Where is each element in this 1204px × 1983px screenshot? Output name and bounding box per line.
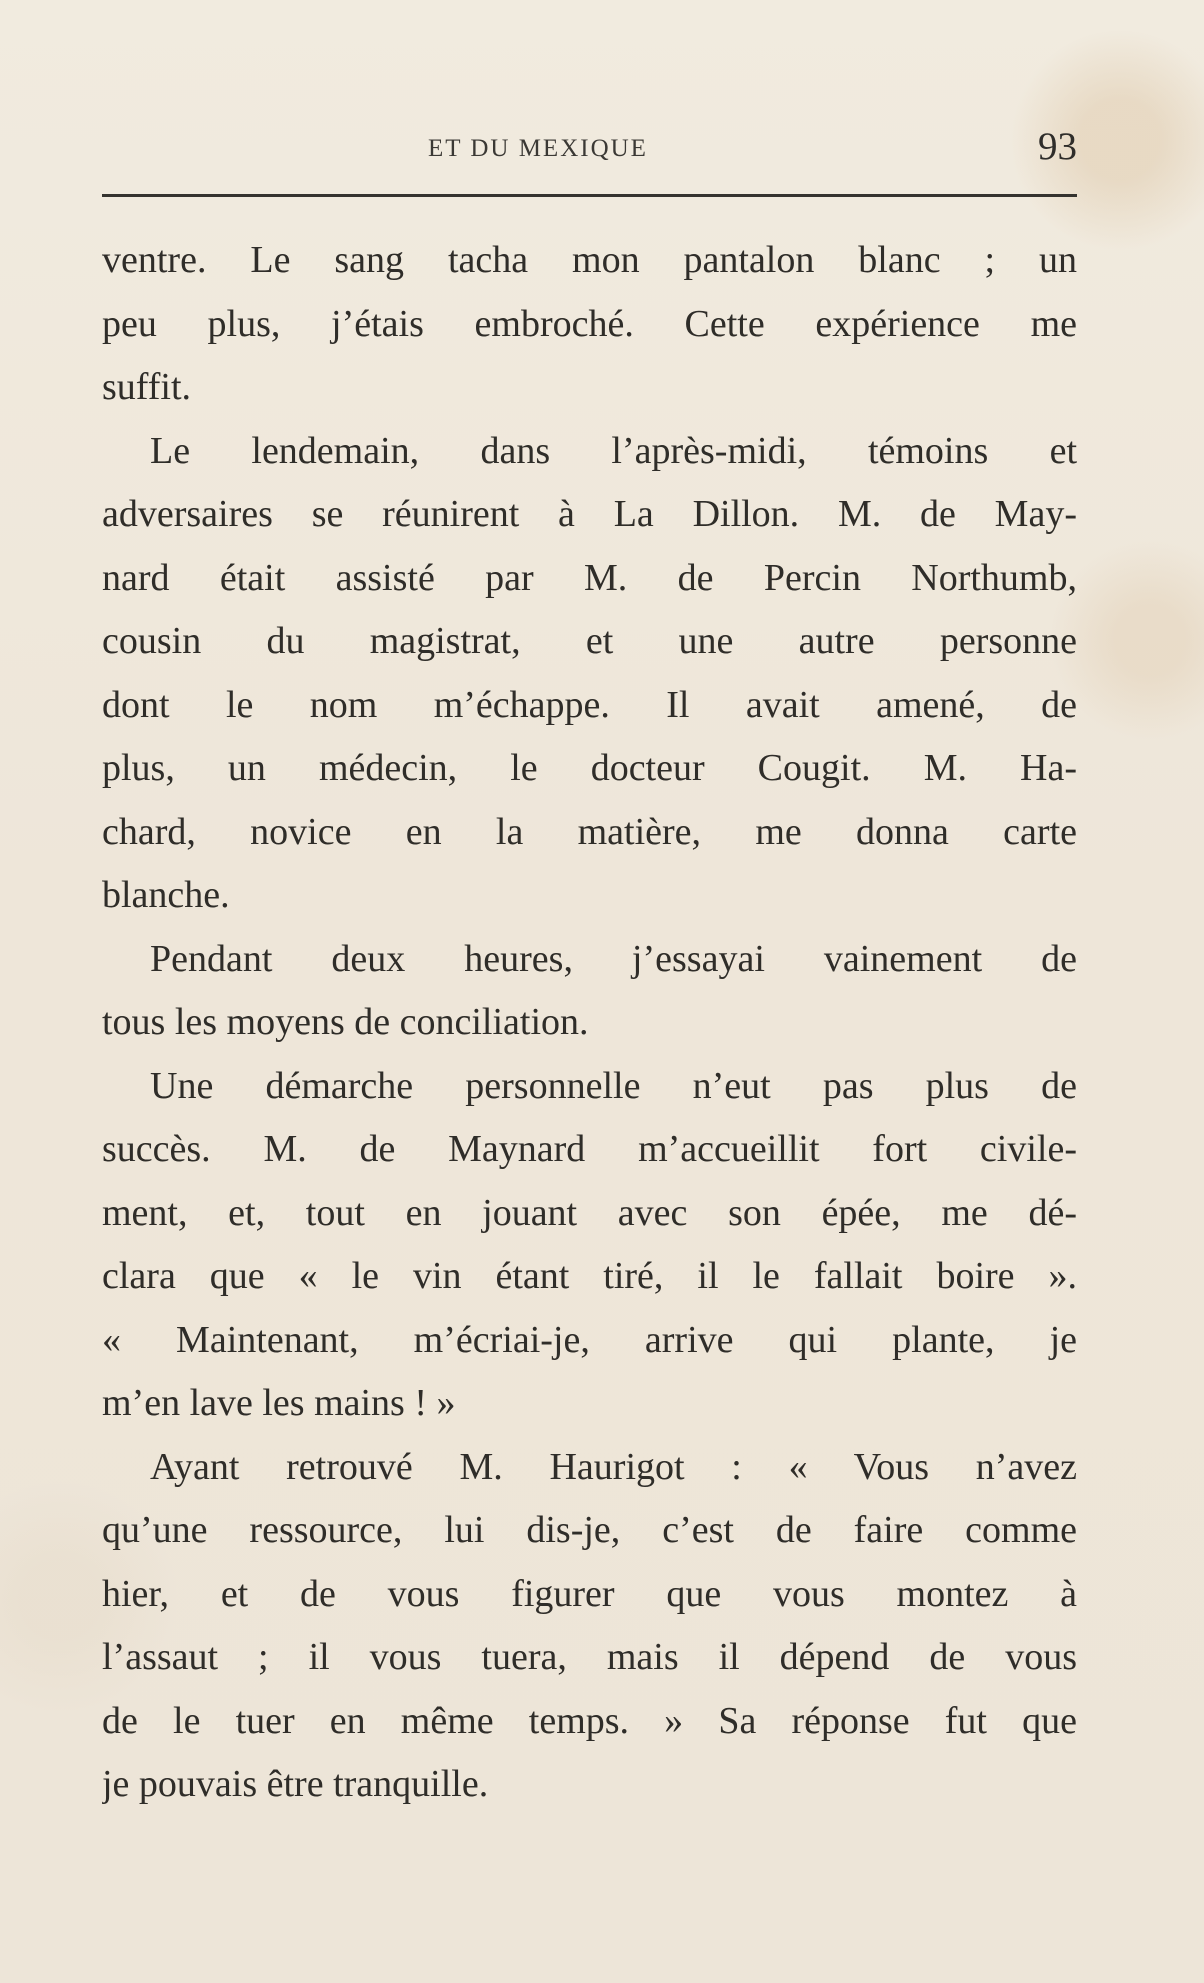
text-line: chard, novice en la matière, me donna carte <box>102 810 1077 853</box>
text-line: Pendant deux heures, j’essayai vainement de <box>150 937 1077 980</box>
text-line: succès. M. de Maynard m’accueillit fort civile- <box>102 1128 1077 1170</box>
text-line: plus, un médecin, le docteur Cougit. M. Ha- <box>102 747 1077 789</box>
text-line: ment, et, tout en jouant avec son épée, me dé- <box>102 1191 1077 1234</box>
text-line: de le tuer en même temps. » Sa réponse fut que <box>102 1699 1077 1742</box>
text-line: tous les moyens de conciliation. <box>102 1001 589 1043</box>
header-rule <box>102 194 1077 197</box>
body-text <box>102 229 1077 1817</box>
text-line: je pouvais être tranquille. <box>102 1763 489 1805</box>
text-line: nard était assisté par M. de Percin Northumb, <box>102 556 1077 599</box>
text-line: suffit. <box>102 366 192 408</box>
text-line: qu’une ressource, lui dis-je, c’est de faire comme <box>102 1509 1077 1551</box>
running-title: ET DU MEXIQUE <box>428 135 648 162</box>
running-head <box>102 124 1077 174</box>
paragraph-2 <box>102 420 1077 928</box>
text-line: cousin du magistrat, et une autre personne <box>102 620 1077 662</box>
text-line: hier, et de vous figurer que vous montez à <box>102 1572 1077 1615</box>
text-line: peu plus, j’étais embroché. Cette expérience me <box>102 302 1077 345</box>
text-line: Une démarche personnelle n’eut pas plus de <box>150 1064 1077 1107</box>
text-line: ventre. Le sang tacha mon pantalon blanc ; un <box>102 239 1077 281</box>
text-line: clara que « le vin étant tiré, il le fallait boire ». <box>102 1255 1077 1297</box>
paragraph-5 <box>102 1436 1077 1817</box>
text-line: Ayant retrouvé M. Haurigot : « Vous n’avez <box>150 1445 1077 1488</box>
text-line: l’assaut ; il vous tuera, mais il dépend de vous <box>102 1636 1077 1678</box>
text-line: « Maintenant, m’écriai-je, arrive qui plante, je <box>102 1318 1077 1361</box>
paragraph-1 <box>102 229 1077 420</box>
text-line: Le lendemain, dans l’après-midi, témoins et <box>150 429 1077 472</box>
text-line: adversaires se réunirent à La Dillon. M. de May- <box>102 493 1077 535</box>
text-line: blanche. <box>102 874 230 916</box>
page-number: 93 <box>1038 125 1077 168</box>
text-line: dont le nom m’échappe. Il avait amené, de <box>102 683 1077 726</box>
paragraph-4 <box>102 1055 1077 1436</box>
text-line: m’en lave les mains ! » <box>102 1382 456 1424</box>
paragraph-3 <box>102 928 1077 1055</box>
